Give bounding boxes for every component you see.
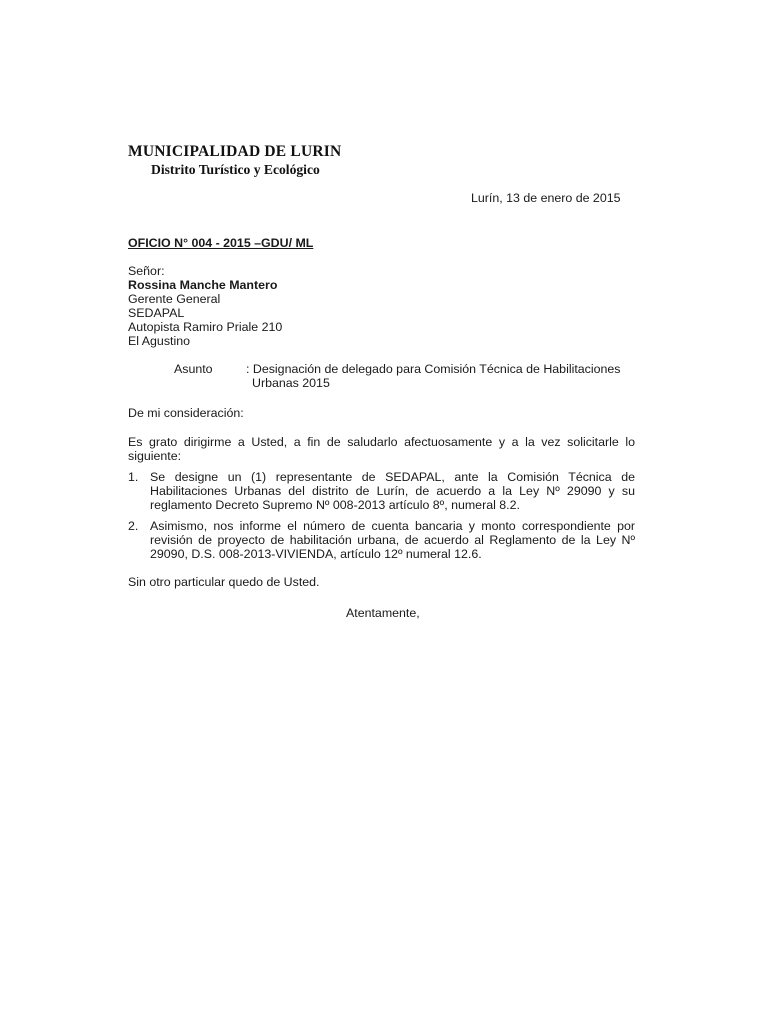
subject-line-1: : Designación de delegado para Comisión Técnica de Habilitaciones bbox=[246, 362, 621, 376]
intro-paragraph: Es grato dirigirme a Usted, a fin de saludarlo afectuosamente y a la vez solicitarle lo siguiente: bbox=[128, 435, 635, 463]
organization-subtitle: Distrito Turístico y Ecológico bbox=[151, 162, 320, 177]
subject-label: Asunto bbox=[174, 362, 213, 376]
greeting: De mi consideración: bbox=[128, 406, 244, 420]
addressee-company: SEDAPAL bbox=[128, 306, 185, 320]
addressee-salutation: Señor: bbox=[128, 264, 165, 278]
regards-line: Atentamente, bbox=[346, 606, 420, 620]
addressee-name: Rossina Manche Mantero bbox=[128, 278, 278, 292]
addressee-district: El Agustino bbox=[128, 334, 190, 348]
closing-line: Sin otro particular quedo de Usted. bbox=[128, 575, 320, 589]
letter-date: Lurín, 13 de enero de 2015 bbox=[471, 191, 621, 205]
list-item-number: 1. bbox=[128, 470, 139, 484]
list-item-text: Se designe un (1) representante de SEDAPAL, ante la Comisión Técnica de Habilitaciones Urbanas del distrito de Lurín, de acuerdo a la Ley Nº 29090 y su reglamento Decreto Supremo Nº 008-2013 artículo 8º, numeral 8.2. bbox=[150, 470, 635, 512]
addressee-street: Autopista Ramiro Priale 210 bbox=[128, 320, 283, 334]
subject-line-2: Urbanas 2015 bbox=[252, 376, 330, 390]
organization-name: MUNICIPALIDAD DE LURIN bbox=[128, 143, 342, 160]
document-reference: OFICIO N° 004 - 2015 –GDU/ ML bbox=[128, 236, 314, 250]
addressee-position: Gerente General bbox=[128, 292, 221, 306]
list-item-number: 2. bbox=[128, 519, 139, 533]
list-item-text: Asimismo, nos informe el número de cuenta bancaria y monto correspondiente por revisión de proyecto de habilitación urbana, de acuerdo al Reglamento de la Ley Nº 29090, D.S. 008-2013-VIVIENDA, artículo 12º numeral 12.6. bbox=[150, 519, 635, 561]
